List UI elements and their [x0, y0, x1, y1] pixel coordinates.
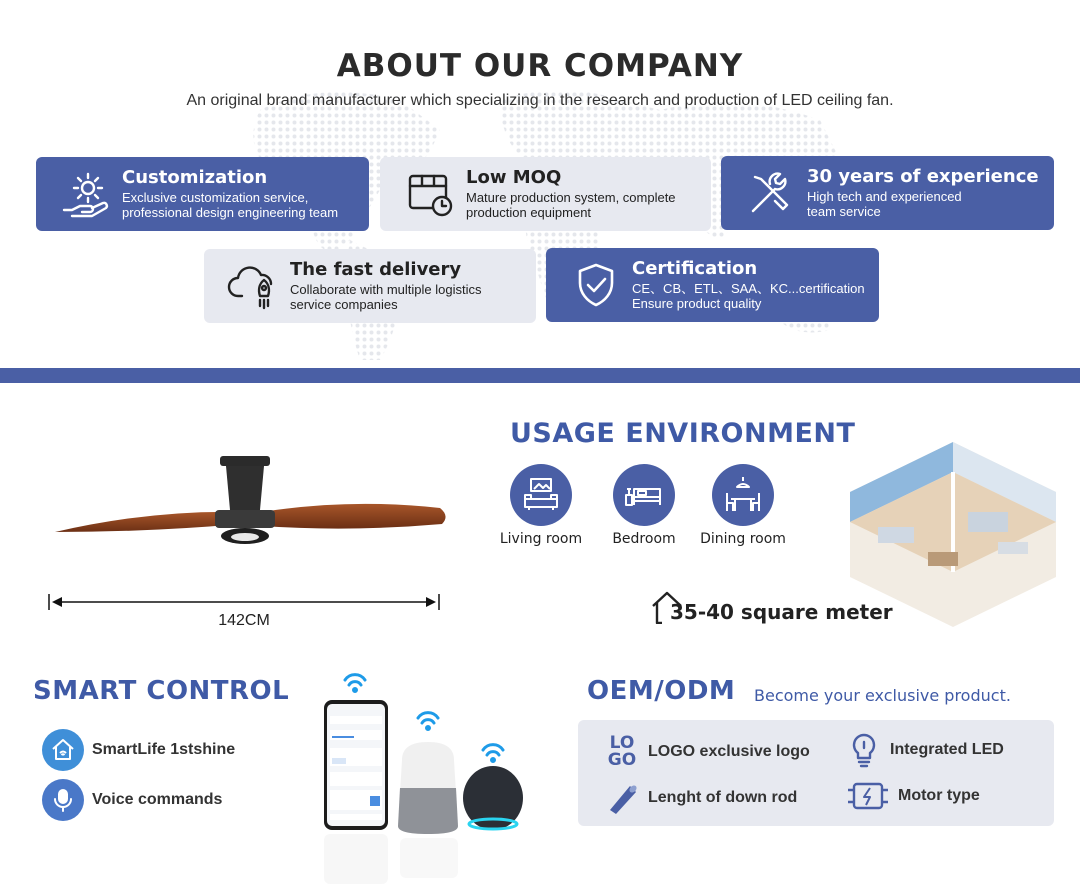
feature-card-customization — [36, 157, 369, 231]
smart-devices-image — [318, 668, 528, 888]
card-desc-line: professional design engineering team — [122, 205, 339, 221]
dining-icon — [721, 473, 765, 517]
usage-title: USAGE ENVIRONMENT — [510, 418, 856, 449]
card-desc-line: CE、CB、ETL、SAA、KC...certification — [632, 281, 865, 297]
oem-item-label: Lenght of down rod — [648, 789, 798, 806]
dimension-arrow — [48, 592, 440, 612]
sofa-icon — [519, 473, 563, 517]
room-living — [486, 464, 596, 547]
oem-item-rod — [604, 780, 797, 816]
smart-control-title: SMART CONTROL — [33, 676, 290, 706]
page-subtitle: An original brand manufacturer which specializing in the research and production of LED ceiling fan. — [186, 92, 894, 109]
oem-item-label: Integrated LED — [890, 741, 1004, 758]
card-desc-line: service companies — [290, 297, 398, 313]
room-label: Bedroom — [612, 531, 676, 547]
shield-check-icon — [568, 257, 624, 313]
oem-item-motor — [846, 778, 980, 814]
room-label: Living room — [499, 531, 583, 547]
smart-item-label: SmartLife 1stshine — [92, 741, 236, 758]
card-desc-line: Mature production system, complete — [466, 190, 676, 206]
oem-item-label: Motor type — [898, 787, 980, 804]
oem-subtitle: Become your exclusive product. — [754, 686, 1011, 705]
oem-item-label: LOGO exclusive logo — [648, 743, 810, 760]
card-title: Low MOQ — [466, 166, 562, 188]
microphone-icon — [50, 787, 76, 813]
card-desc-line: Collaborate with multiple logistics — [290, 282, 482, 298]
feature-card-fast-delivery — [204, 249, 536, 323]
smart-item-label: Voice commands — [92, 791, 223, 808]
oem-options-box — [578, 720, 1054, 826]
logo-icon — [604, 734, 640, 770]
card-desc-line: Ensure product quality — [632, 296, 762, 312]
room-label: Dining room — [700, 531, 786, 547]
smart-item-smartlife — [42, 729, 235, 771]
card-desc-line: production equipment — [466, 205, 592, 221]
card-title: The fast delivery — [290, 258, 462, 280]
area-label: 35-40 square meter — [670, 600, 893, 624]
motor-icon — [846, 778, 890, 814]
tools-icon — [743, 165, 799, 221]
gear-hand-icon — [58, 166, 114, 222]
bulb-icon — [846, 732, 882, 768]
card-title: Customization — [122, 166, 268, 188]
page-title: ABOUT OUR COMPANY — [336, 48, 744, 84]
bed-icon — [622, 473, 666, 517]
ceiling-fan-image — [50, 450, 450, 560]
logo-icon-text: GO — [607, 750, 637, 770]
room-bedroom — [589, 464, 699, 547]
box-clock-icon — [402, 166, 458, 222]
logo-icon-text: LO — [609, 733, 635, 753]
card-desc-line: team service — [807, 204, 881, 220]
oem-item-logo — [604, 734, 810, 770]
about-section — [0, 0, 1080, 368]
section-divider — [0, 368, 1080, 383]
rod-icon — [604, 780, 640, 816]
smartlife-icon — [49, 736, 77, 764]
feature-card-experience — [721, 156, 1054, 230]
feature-card-certification — [546, 248, 879, 322]
card-desc-line: Exclusive customization service, — [122, 190, 309, 206]
feature-card-low-moq — [380, 157, 711, 231]
oem-title: OEM/ODM — [587, 676, 736, 706]
card-title: Certification — [632, 257, 758, 279]
area-info — [650, 588, 893, 624]
oem-item-led — [846, 732, 1004, 768]
room-dining — [688, 464, 798, 547]
card-desc-line: High tech and experienced — [807, 189, 962, 205]
smart-item-voice — [42, 779, 222, 821]
fan-dimension-label: 142CM — [218, 612, 270, 629]
card-title: 30 years of experience — [807, 165, 1039, 187]
cloud-rocket-icon — [226, 258, 282, 314]
